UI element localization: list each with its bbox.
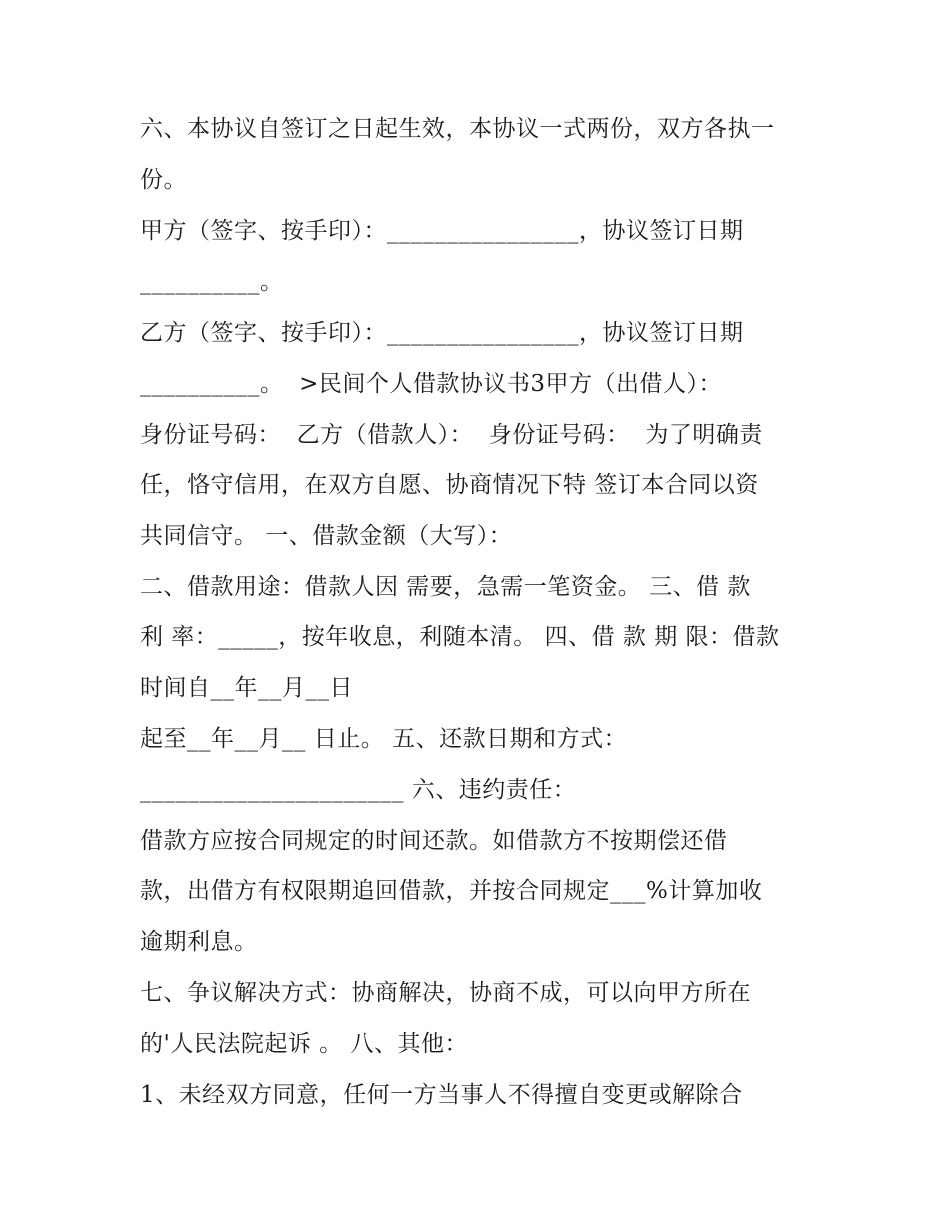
text-line: 任，恪守信用，在双方自愿、协商情况下特 签订本合同以资 xyxy=(140,472,759,498)
text-line: 份。 xyxy=(140,167,187,193)
text-line: 借款方应按合同规定的时间还款。如借款方不按期偿还借 xyxy=(140,828,728,854)
text-line: 的'人民法院起诉 。 八、其他： xyxy=(140,1031,468,1057)
text-line: 款，出借方有权限期追回借款，并按合同规定___%计算加收 xyxy=(140,878,763,904)
text-line: __________。 >民间个人借款协议书3甲方（出借人）： xyxy=(140,371,723,397)
text-line: 1、未经双方同意，任何一方当事人不得擅自变更或解除合 xyxy=(140,1082,743,1108)
text-line: 二、借款用途：借款人因 需要，急需一笔资金。 三、借 款 xyxy=(140,574,751,600)
text-line: 时间自__年__月__日 xyxy=(140,675,353,701)
text-line: 七、争议解决方式：协商解决，协商不成，可以向甲方所在 xyxy=(140,980,751,1006)
text-line: 利 率：_____，按年收息，利随本清。 四、借 款 期 限：借款 xyxy=(140,624,780,650)
text-line: 逾期利息。 xyxy=(140,929,258,955)
text-line: 甲方（签字、按手印）：________________，协议签订日期 xyxy=(140,218,744,244)
text-line: ______________________ 六、违约责任： xyxy=(140,777,577,803)
text-line: 起至__年__月__ 日止。 五、还款日期和方式： xyxy=(140,726,628,752)
text-line: 乙方（签字、按手印）：________________，协议签订日期 xyxy=(140,320,744,346)
text-line: 身份证号码： 乙方（借款人）： 身份证号码： 为了明确责 xyxy=(140,422,763,448)
text-line: 共同信守。 一、借款金额（大写）： xyxy=(140,523,513,549)
text-line: 六、本协议自签订之日起生效，本协议一式两份，双方各执一 xyxy=(140,116,775,142)
text-line: __________。 xyxy=(140,269,284,295)
